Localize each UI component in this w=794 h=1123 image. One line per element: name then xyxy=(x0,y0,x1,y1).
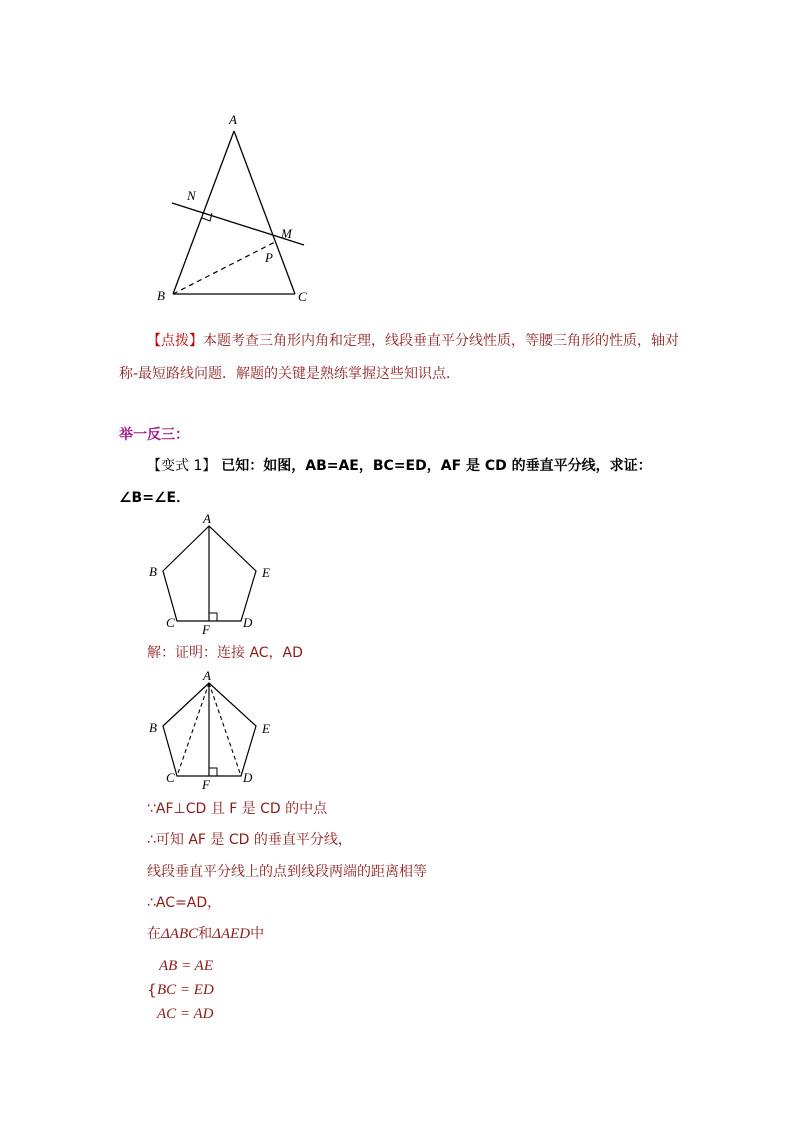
label-d: D xyxy=(243,770,253,785)
variant-tag: 【变式 1】 xyxy=(147,458,217,474)
label-b: B xyxy=(149,564,157,579)
equation-1: AB = AE xyxy=(159,958,214,974)
pentagon-figure-with-diagonals xyxy=(149,668,270,792)
label-b: B xyxy=(149,720,157,735)
triangle-abc: ΔABC xyxy=(161,926,199,942)
solution-line-5: ∴AC=AD， xyxy=(147,895,222,911)
equation-brace: { xyxy=(147,981,157,999)
label-c: C xyxy=(166,615,175,630)
right-angle-mark xyxy=(209,613,217,621)
right-angle-mark xyxy=(209,768,217,776)
label-m: M xyxy=(281,226,292,241)
label-e: E xyxy=(262,565,270,580)
line6-pre: 在 xyxy=(147,926,161,942)
label-e: E xyxy=(262,721,270,736)
variant-line-2: ∠B=∠E． xyxy=(119,490,191,506)
line6-post: 中 xyxy=(250,926,265,942)
solution-line-6 xyxy=(147,924,264,944)
solution-line-3: ∴可知 AF 是 CD 的垂直平分线， xyxy=(147,832,352,848)
solution-line-4: 线段垂直平分线上的点到线段两端的距离相等 xyxy=(147,864,427,880)
solution-line-1: 解：证明：连接 AC，AD xyxy=(147,645,303,661)
label-a: A xyxy=(203,511,211,526)
dashed-ac xyxy=(177,683,209,776)
triangle-aed: ΔAED xyxy=(212,926,251,942)
variant-statement: 已知：如图，AB=AE，BC=ED，AF 是 CD 的垂直平分线，求证： xyxy=(221,458,652,474)
equation-3: AC = AD xyxy=(157,1006,214,1022)
label-b: B xyxy=(157,288,165,303)
label-c: C xyxy=(166,770,175,785)
section-title: 举一反三： xyxy=(119,427,189,443)
side-ac xyxy=(234,131,295,294)
label-f: F xyxy=(202,622,210,637)
label-a: A xyxy=(229,112,237,127)
solution-line-2: ∵AF⊥CD 且 F 是 CD 的中点 xyxy=(147,801,328,817)
label-c: C xyxy=(298,289,307,304)
label-p: P xyxy=(265,250,273,265)
label-n: N xyxy=(187,188,196,203)
equation-2: BC = ED xyxy=(157,982,214,998)
pentagon-figure xyxy=(149,511,270,637)
label-d: D xyxy=(243,615,253,630)
tip-text: 本题考查三角形内角和定理，线段垂直平分线性质，等腰三角形的性质，轴对 xyxy=(203,333,679,349)
dashed-bp xyxy=(173,242,275,294)
line6-mid: 和 xyxy=(198,926,213,942)
tip-line-1 xyxy=(147,331,679,351)
variant-line-1 xyxy=(147,456,652,476)
tip-line-2: 称-最短路线问题．解题的关键是熟练掌握这些知识点． xyxy=(119,366,461,382)
label-a: A xyxy=(203,668,211,683)
tip-bracket: 【点拨】 xyxy=(147,333,203,349)
label-f: F xyxy=(202,777,210,792)
